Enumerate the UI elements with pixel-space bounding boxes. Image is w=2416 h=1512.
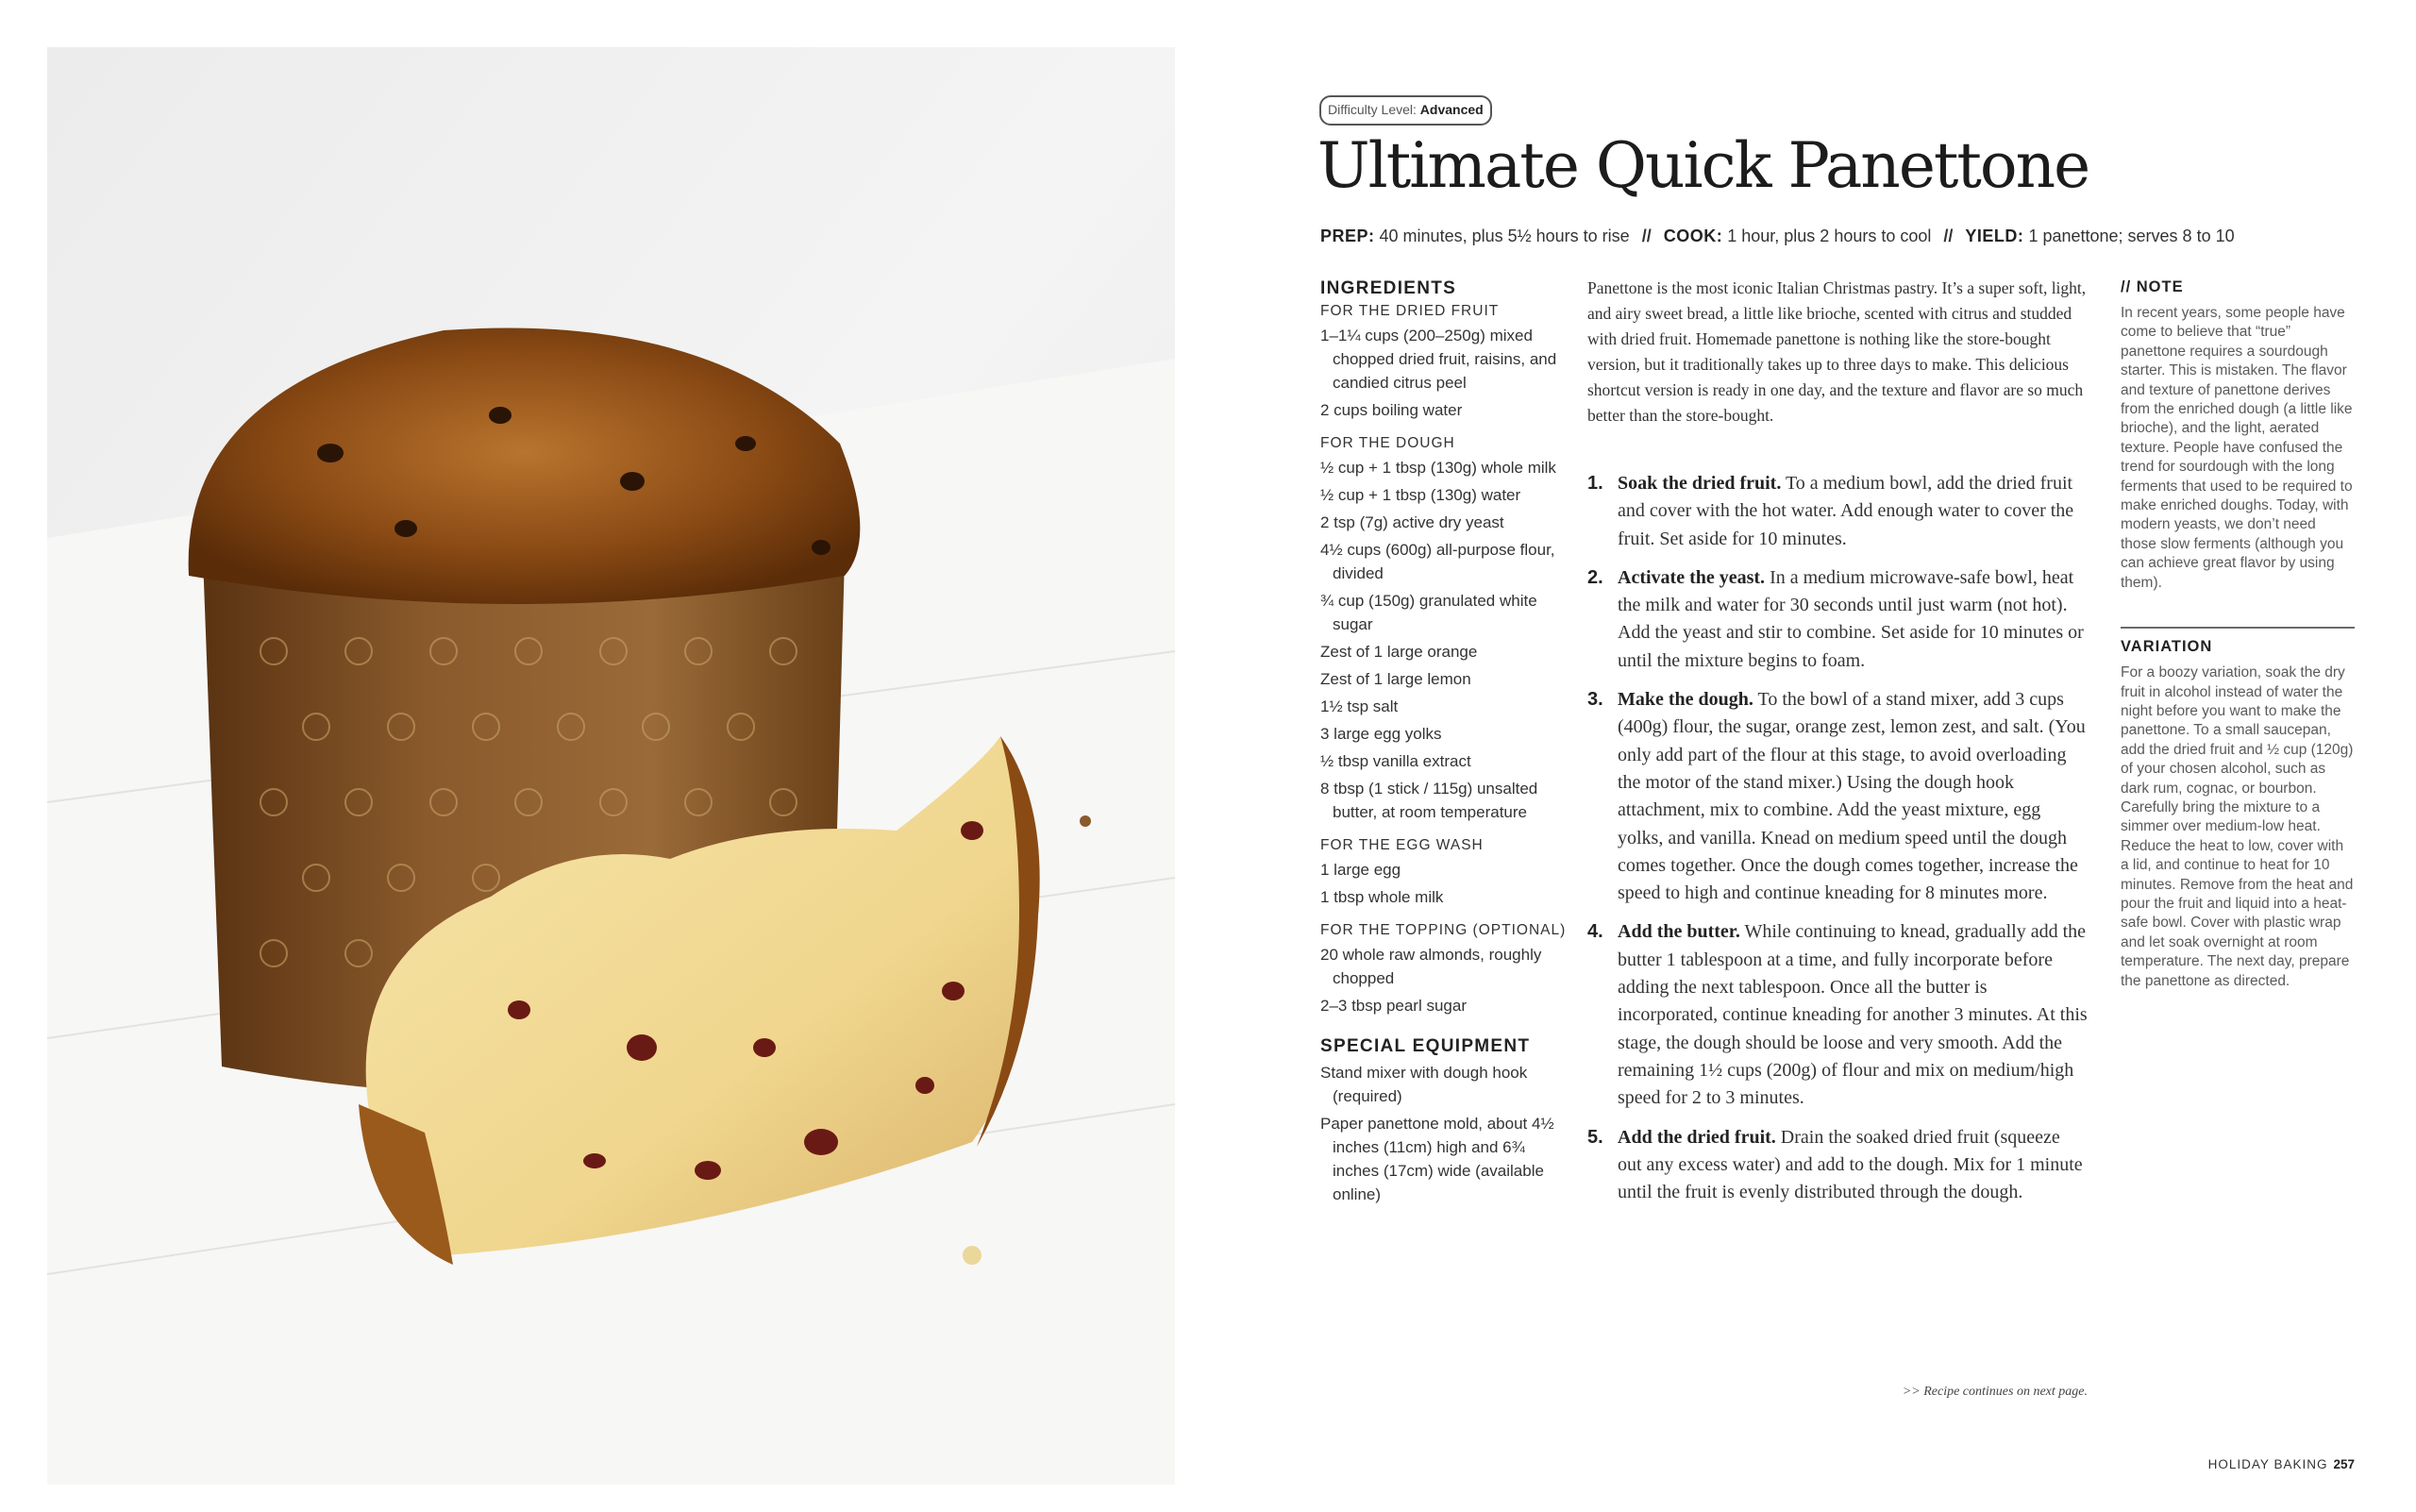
meta-separator: // [1943, 227, 1954, 245]
sidebar-notes [2121, 278, 2355, 991]
step-number: 1. [1587, 473, 1603, 494]
ingredient-item: 2 cups boiling water [1320, 401, 1463, 419]
step-number: 3. [1587, 689, 1603, 711]
ingredient-item: 2 tsp (7g) active dry yeast [1320, 513, 1504, 531]
prep-label: PREP: [1320, 227, 1375, 245]
variation-heading: VARIATION [2121, 638, 2213, 656]
method-step [1587, 918, 2088, 1112]
yield-label: YIELD: [1965, 227, 2024, 245]
ingredient-item: 20 whole raw almonds, roughly chopped [1320, 946, 1542, 987]
sidebar-divider [2121, 627, 2355, 629]
equipment-item: Paper panettone mold, about 4½ inches (11cm) high and 6¾ inches (17cm) wide (available online) [1320, 1115, 1554, 1203]
ingredients-column [1320, 278, 1568, 1210]
dough-heading: FOR THE DOUGH [1320, 435, 1455, 451]
equipment-heading: SPECIAL EQUIPMENT [1320, 1036, 1531, 1056]
variation-text: For a boozy variation, soak the dry fruit in alcohol instead of water the night before you want to make the panettone. To a small saucepan, add the dried fruit and ½ cup (120g) of your chosen alcohol, such as dark rum, cognac, or bourbon. Carefully bring the mixture to a simmer over medium-low heat. Reduce the heat to low, cover with a lid, and continue to heat for 10 minutes. Remove from the heat and pour the fruit and liquid into a heat-safe bowl. Cover with plastic wrap and let soak overnight at room temperature. The next day, prepare the panettone as directed. [2121, 664, 2354, 989]
step-text: In a medium microwave-safe bowl, heat the milk and water for 30 seconds until just warm (not hot). Add the yeast and stir to combine. Set aside for 10 minutes or until the mixture begins to foam. [1618, 566, 2084, 671]
step-heading: Make the dough. [1618, 689, 1753, 711]
page-footer [2208, 1457, 2355, 1471]
step-heading: Add the dried fruit. [1618, 1126, 1776, 1148]
step-heading: Soak the dried fruit. [1618, 473, 1782, 494]
ingredient-item: ½ cup + 1 tbsp (130g) whole milk [1320, 459, 1556, 477]
difficulty-label: Difficulty Level: [1328, 102, 1417, 117]
difficulty-value: Advanced [1419, 102, 1484, 117]
step-number: 5. [1587, 1126, 1603, 1148]
ingredient-item: 1½ tsp salt [1320, 697, 1399, 715]
ingredient-item: 4½ cups (600g) all-purpose flour, divided [1320, 541, 1555, 582]
ingredients-heading: INGREDIENTS [1320, 278, 1457, 298]
ingredient-item: Zest of 1 large orange [1320, 643, 1478, 661]
recipe-meta [1320, 227, 2235, 246]
note-heading: // NOTE [2121, 278, 2184, 295]
step-text: Drain the soaked dried fruit (squeeze out any excess water) and add to the dough. Mix for 1 minute until the fruit is evenly distributed through the dough. [1618, 1126, 2083, 1203]
step-text: While continuing to knead, gradually add the butter 1 tablespoon at a time, and fully incorporate before adding the next tablespoon. Once all the butter is incorporated, continue kneading for another 3 minutes. At this stage, the dough should be loose and very smooth. Add the remaining 1½ cups (200g) of flour and mix on medium/high speed for 2 to 3 minutes. [1618, 921, 2088, 1109]
ingredient-item: ½ tbsp vanilla extract [1320, 752, 1471, 770]
step-heading: Add the butter. [1618, 921, 1740, 943]
ingredient-item: 3 large egg yolks [1320, 725, 1442, 743]
dried-fruit-heading: FOR THE DRIED FRUIT [1320, 303, 1500, 319]
step-heading: Activate the yeast. [1618, 566, 1766, 588]
method-step [1587, 1124, 2088, 1207]
difficulty-badge [1319, 95, 1492, 126]
ingredient-item: ¾ cup (150g) granulated white sugar [1320, 592, 1537, 633]
ingredient-item: 1–1¼ cups (200–250g) mixed chopped dried fruit, raisins, and candied citrus peel [1320, 327, 1557, 392]
ingredient-item: 1 large egg [1320, 861, 1401, 879]
recipe-intro: Panettone is the most iconic Italian Christmas pastry. It’s a super soft, light, and airy sweet bread, a little like brioche, scented with citrus and studded with dried fruit. Homemade panettone is nothing like the store-bought version, but it traditionally takes up to three days to make. This delicious shortcut version is ready in one day, and the texture and flavor are so much better than the store-bought. [1587, 278, 2087, 425]
page-number: 257 [2333, 1457, 2355, 1471]
cook-label: COOK: [1663, 227, 1723, 245]
ingredient-item: 2–3 tbsp pearl sugar [1320, 997, 1467, 1015]
ingredient-item: 1 tbsp whole milk [1320, 888, 1444, 906]
method-step [1587, 470, 2088, 553]
step-text: To a medium bowl, add the dried fruit and cover with the hot water. Add enough water to cover the fruit. Set aside for 10 minutes. [1618, 473, 2074, 549]
footer-section: HOLIDAY BAKING [2207, 1457, 2328, 1471]
yield-value: 1 panettone; serves 8 to 10 [2028, 227, 2235, 245]
step-number: 2. [1587, 566, 1603, 588]
equipment-item: Stand mixer with dough hook (required) [1320, 1064, 1528, 1105]
ingredient-item: Zest of 1 large lemon [1320, 670, 1471, 688]
method-steps [1587, 470, 2088, 1218]
step-text: To the bowl of a stand mixer, add 3 cups (400g) flour, the sugar, orange zest, lemon zest, and salt. (You only add part of the flour at this stage, to avoid overloading the motor of the stand mixer.) Using the dough hook attachment, mix to combine. Add the yeast mixture, egg yolks, and vanilla. Knead on medium speed until the dough comes together. Once the dough comes together, increase the speed to high and continue kneading for 8 minutes more. [1618, 689, 2086, 904]
method-step [1587, 564, 2088, 675]
recipe-title: Ultimate Quick Panettone [1317, 129, 2089, 202]
note-text: In recent years, some people have come to believe that “true” panettone requires a sourdough starter. This is mistaken. The flavor and texture of panettone derives from the enriched dough (a little like brioche), and the light, aerated texture. People have confused the trend for sourdough with the long ferments that used to be required to make enriched doughs. Today, with modern yeasts, we don’t need those slow ferments (although you can achieve great flavor by using them). [2121, 305, 2353, 591]
method-step [1587, 686, 2088, 907]
panettone-photo [47, 47, 1175, 1485]
continues-note: >> Recipe continues on next page. [1902, 1385, 2088, 1399]
cook-value: 1 hour, plus 2 hours to cool [1727, 227, 1932, 245]
topping-heading: FOR THE TOPPING (OPTIONAL) [1320, 922, 1567, 938]
prep-value: 40 minutes, plus 5½ hours to rise [1379, 227, 1630, 245]
ingredient-item: ½ cup + 1 tbsp (130g) water [1320, 486, 1521, 504]
ingredient-item: 8 tbsp (1 stick / 115g) unsalted butter, at room temperature [1320, 780, 1538, 821]
egg-wash-heading: FOR THE EGG WASH [1320, 837, 1484, 853]
meta-separator: // [1641, 227, 1652, 245]
step-number: 4. [1587, 921, 1603, 943]
